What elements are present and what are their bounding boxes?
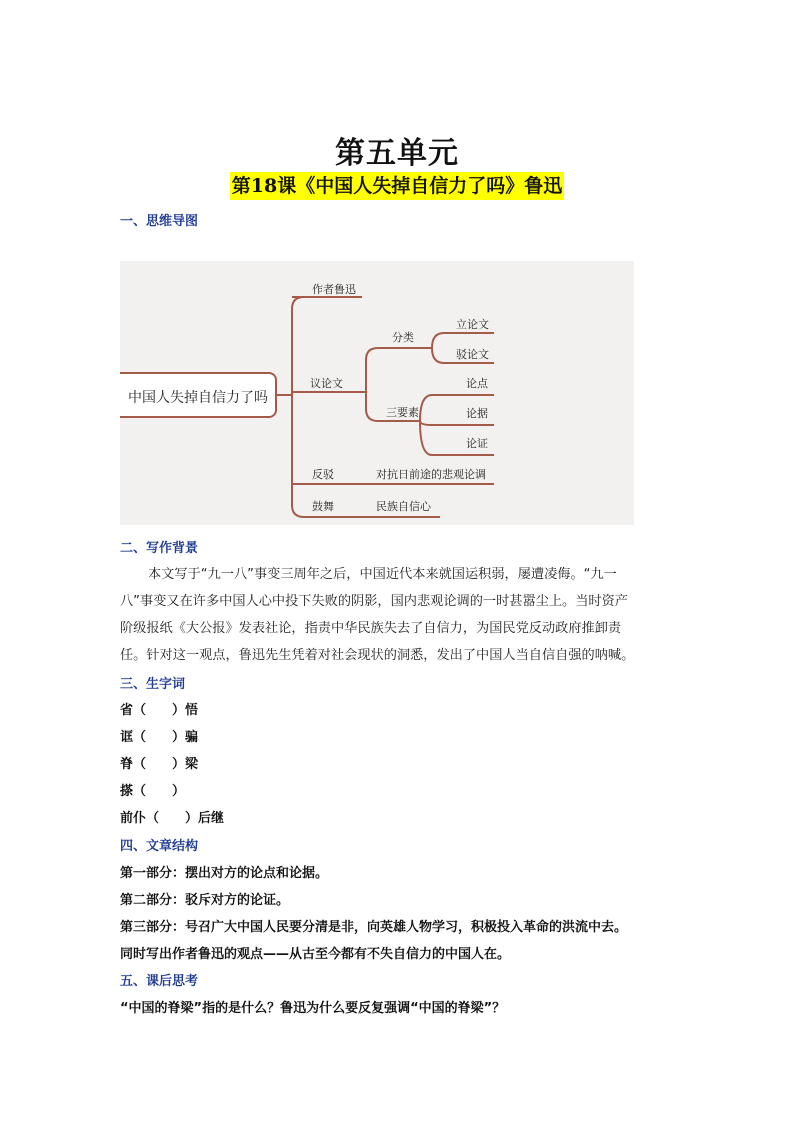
mm-root: 中国人失掉自信力了吗: [128, 390, 268, 406]
section-heading-mindmap: 一、思维导图: [120, 214, 199, 229]
reflection-question: “中国的脊梁”指的是什么？鲁迅为什么要反复强调“中国的脊梁”？: [120, 1001, 506, 1016]
vocab-item: 搽（ ）: [120, 784, 186, 799]
mm-class-item: 立论文: [456, 318, 489, 331]
section-heading-structure: 四、文章结构: [120, 839, 199, 854]
structure-line: 第一部分：摆出对方的论点和论据。: [120, 866, 329, 881]
mm-genre-subtrunk: [366, 348, 378, 421]
vocab-item: 脊（ ）梁: [120, 757, 199, 772]
mm-element-2: [420, 421, 494, 425]
vocab-item: 诓（ ）骗: [120, 730, 199, 745]
lesson-title-wrap: [0, 172, 794, 200]
mm-classification: 分类: [392, 331, 414, 344]
mm-element-item: 论据: [466, 407, 488, 420]
mm-author: 作者鲁迅: [312, 283, 356, 296]
mm-inspire-target: 民族自信心: [376, 500, 431, 513]
background-line: 任。针对这一观点，鲁迅先生凭着对社会现状的洞悉，发出了中国人当自信自强的呐喊。: [120, 648, 635, 663]
vocab-item: 省（ ）悟: [120, 703, 199, 718]
section-heading-background: 二、写作背景: [120, 541, 199, 556]
structure-line: 第三部分：号召广大中国人民要分清是非，向英雄人物学习，积极投入革命的洪流中去。: [120, 920, 628, 935]
mm-refute-target: 对抗日前途的悲观论调: [376, 468, 486, 481]
mm-genre: 议论文: [310, 377, 343, 390]
background-line: 本文写于“九一八”事变三周年之后，中国近代本来就国运积弱，屡遭凌侮。“九一: [148, 567, 617, 582]
section-heading-vocab: 三、生字词: [120, 677, 186, 692]
lesson-title: 第18课《中国人失掉自信力了吗》鲁迅: [230, 172, 564, 200]
mm-three-elements: 三要素: [386, 406, 419, 419]
mm-element-item: 论点: [466, 377, 488, 390]
background-paragraph: [120, 561, 676, 669]
structure-line: 同时写出作者鲁迅的观点——从古至今都有不失自信力的中国人在。: [120, 947, 511, 962]
mm-element-item: 论证: [466, 437, 488, 450]
structure-line: 第二部分：驳斥对方的论证。: [120, 893, 290, 908]
unit-title: 第五单元: [335, 136, 459, 171]
background-line: 阶级报纸《大公报》发表社论，指责中华民族失去了自信力，为国民党反动政府推卸责: [120, 621, 622, 636]
section-heading-reflection: 五、课后思考: [120, 974, 199, 989]
background-line: 八”事变又在许多中国人心中投下失败的阴影，国内悲观论调的一时甚嚣尘上。当时资产: [120, 594, 628, 609]
mm-refute: 反驳: [312, 468, 334, 481]
mm-inspire: 鼓舞: [312, 500, 334, 513]
vocab-item: 前仆（ ）后继: [120, 811, 225, 826]
mind-map: [120, 261, 634, 525]
mm-class-item: 驳论文: [456, 348, 489, 361]
